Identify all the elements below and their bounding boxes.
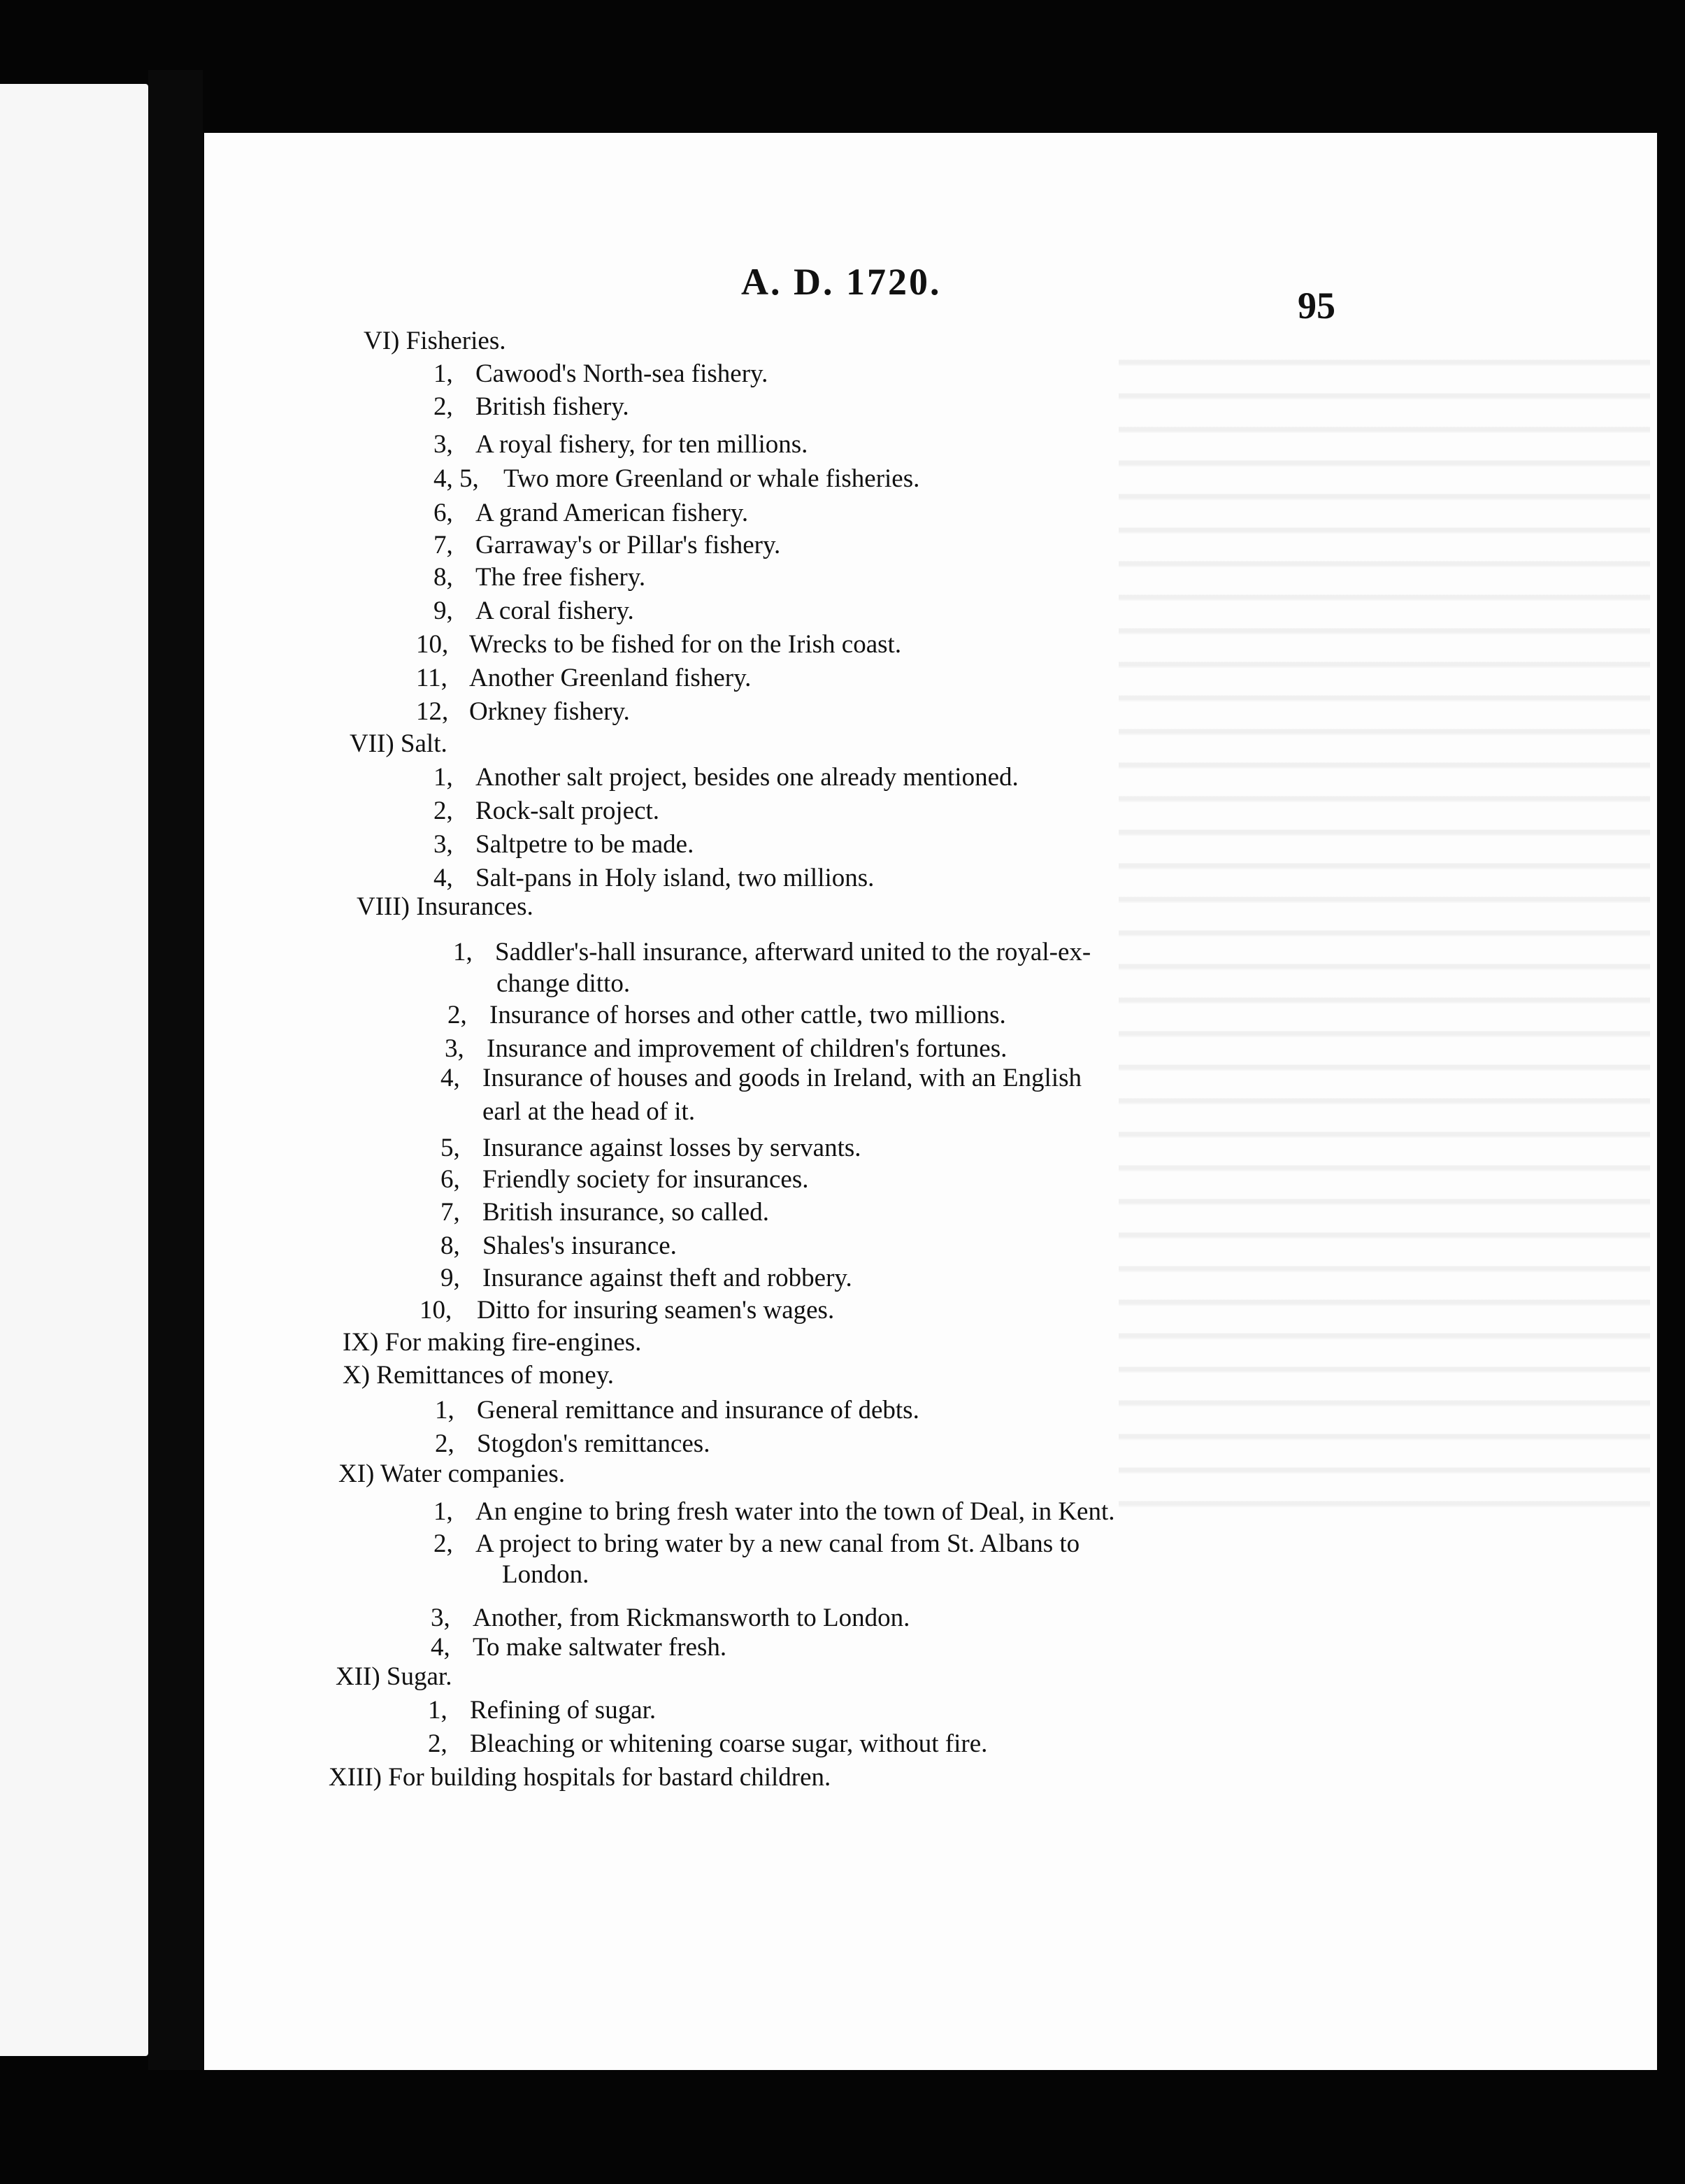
list-item: 1, Refining of sugar.	[428, 1696, 657, 1725]
section-heading: VI) Fisheries.	[364, 327, 506, 355]
list-item: 2, Rock-salt project.	[433, 797, 660, 825]
list-item: 5, Insurance against losses by servants.	[440, 1134, 861, 1162]
list-item: 2, Insurance of horses and other cattle, two millions.	[447, 1001, 1006, 1029]
list-item: 10, Wrecks to be fished for on the Irish coast.	[416, 630, 902, 659]
list-item: 1, Cawood's North-sea fishery.	[433, 359, 768, 388]
section-heading: IX) For making fire-engines.	[343, 1328, 642, 1357]
list-item: 2, Bleaching or whitening coarse sugar, without fire.	[428, 1729, 988, 1758]
previous-page-edge	[0, 84, 148, 2056]
list-item: 6, Friendly society for insurances.	[440, 1165, 809, 1194]
list-item: 6, A grand American fishery.	[433, 499, 749, 527]
page-gutter	[148, 70, 203, 2070]
list-item: 3, Another, from Rickmansworth to London.	[431, 1604, 910, 1632]
list-item: 2, A project to bring water by a new canal from St. Albans to	[433, 1529, 1080, 1558]
section-heading: XIII) For building hospitals for bastard children.	[329, 1763, 831, 1792]
list-item: 3, Saltpetre to be made.	[433, 830, 694, 859]
list-item: 4, Insurance of houses and goods in Ireland, with an English	[440, 1064, 1082, 1092]
section-heading: VIII) Insurances.	[357, 892, 533, 921]
list-item: 1, An engine to bring fresh water into the town of Deal, in Kent.	[433, 1497, 1115, 1526]
list-item: 4, To make saltwater fresh.	[431, 1633, 727, 1662]
list-item: 2, Stogdon's remittances.	[435, 1429, 710, 1458]
list-item: 1, Saddler's-hall insurance, afterward united to the royal-ex-	[453, 938, 1091, 966]
running-head: A. D. 1720.	[741, 261, 942, 303]
list-item: 3, A royal fishery, for ten millions.	[433, 430, 808, 459]
list-item: 9, Insurance against theft and robbery.	[440, 1264, 852, 1292]
list-item: 8, Shales's insurance.	[440, 1232, 677, 1260]
list-item: 7, Garraway's or Pillar's fishery.	[433, 531, 781, 559]
list-item-continuation: change ditto.	[496, 969, 631, 998]
list-item: 10, Ditto for insuring seamen's wages.	[420, 1296, 835, 1325]
section-heading: VII) Salt.	[350, 729, 447, 758]
list-item: 1, General remittance and insurance of debts.	[435, 1396, 919, 1425]
list-item: 8, The free fishery.	[433, 563, 646, 592]
section-heading: XI) Water companies.	[338, 1459, 566, 1488]
list-item: 11, Another Greenland fishery.	[416, 664, 752, 692]
section-heading: X) Remittances of money.	[343, 1361, 615, 1390]
list-item: 7, British insurance, so called.	[440, 1198, 769, 1227]
list-item: 4, 5, Two more Greenland or whale fisheries.	[433, 464, 920, 493]
list-item: 2, British fishery.	[433, 392, 629, 421]
page-number: 95	[1298, 285, 1335, 327]
list-item: 4, Salt-pans in Holy island, two millions.	[433, 864, 875, 892]
section-heading: XII) Sugar.	[336, 1662, 452, 1691]
list-item-continuation: London.	[502, 1560, 589, 1589]
list-item-continuation: earl at the head of it.	[482, 1097, 696, 1126]
list-item: 9, A coral fishery.	[433, 597, 634, 625]
list-item: 3, Insurance and improvement of children's fortunes.	[445, 1034, 1008, 1063]
list-item: 1, Another salt project, besides one already mentioned.	[433, 763, 1019, 792]
list-item: 12, Orkney fishery.	[416, 697, 630, 726]
